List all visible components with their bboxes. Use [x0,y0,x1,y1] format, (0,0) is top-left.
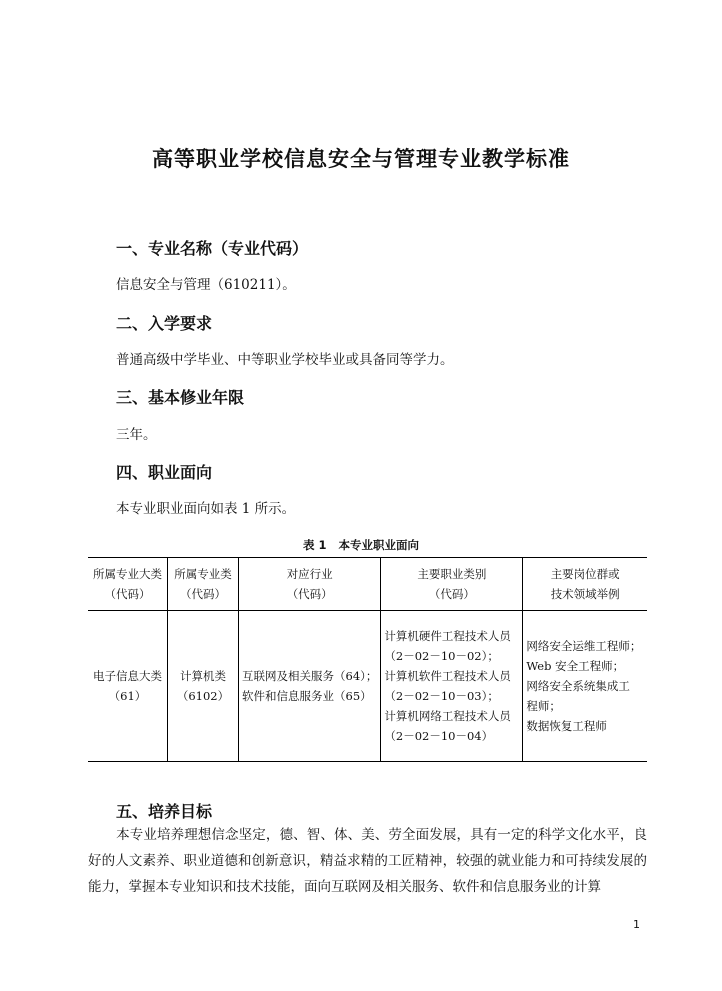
header-line: 技术领域举例 [550,587,620,601]
header-cell-occupation [381,558,523,611]
table-header-row [88,558,647,611]
section-heading-1: 一、专业名称（专业代码） [116,239,309,258]
cell-line: 程师； [526,699,561,713]
table-caption [0,537,722,553]
document-title: 高等职业学校信息安全与管理专业教学标准 [152,147,570,171]
occupation-table [88,557,647,762]
goal-paragraph-text: 本专业培养理想信念坚定，德、智、体、美、劳全面发展，具有一定的科学文化水平，良好的人文素养、职业道德和创新意识，精益求精的工匠精神，较强的就业能力和可持续发展的能力，掌握本专业知识和技术技能，面向互联网及相关服务、软件和信息服务业的计算 [88,827,647,895]
cell-line: （6102） [176,689,230,703]
cell-line: 电子信息大类 [93,669,162,683]
section-text-3: 三年。 [116,427,157,443]
cell-line: Web 安全工程师； [526,659,625,673]
header-cell-major-class [168,558,239,611]
cell-line: 网络安全运维工程师； [526,639,642,653]
section-heading-2: 二、入学要求 [116,314,213,333]
cell-occupation [381,611,523,762]
header-line: 所属专业类 [174,567,232,581]
cell-line: （2－02－10－04） [384,729,494,743]
header-line: 对应行业 [286,567,333,581]
cell-line: 计算机类 [180,669,226,683]
section-text-2: 普通高级中学毕业、中等职业学校毕业或具备同等学力。 [116,352,454,368]
cell-line: 网络安全系统集成工 [526,679,630,693]
header-line: （代码） [104,587,151,601]
cell-line: 软件和信息服务业（65） [242,689,372,703]
cell-line: 计算机软件工程技术人员 [384,669,511,683]
header-line: （代码） [180,587,226,601]
header-line: 主要职业类别 [417,567,487,581]
header-cell-industry [239,558,381,611]
cell-major-class [168,611,239,762]
cell-line: 数据恢复工程师 [526,719,607,733]
page-number: 1 [633,918,640,931]
cell-line: （2－02－10－03）； [384,689,499,703]
section-heading-3: 三、基本修业年限 [116,388,245,407]
table-caption-title: 本专业职业面向 [338,538,419,552]
goal-paragraph [88,822,647,900]
header-line: （代码） [428,587,475,601]
cell-line: 计算机网络工程技术人员 [384,709,511,723]
cell-line: 互联网及相关服务（64）； [242,669,378,683]
cell-line: 计算机硬件工程技术人员 [384,629,511,643]
section-text-4: 本专业职业面向如表 1 所示。 [116,501,296,517]
header-cell-positions [523,558,647,611]
section-heading-5: 五、培养目标 [116,802,213,821]
cell-major-category [88,611,168,762]
table-caption-number: 表 1 [302,538,327,552]
section-heading-4: 四、职业面向 [116,463,213,482]
header-line: 主要岗位群或 [550,567,620,581]
cell-line: （2－02－10－02）； [384,649,499,663]
cell-positions [523,611,647,762]
table-row [88,611,647,762]
cell-industry [239,611,381,762]
cell-line: （61） [108,689,147,703]
header-line: （代码） [286,587,333,601]
header-cell-major-category [88,558,168,611]
section-text-1: 信息安全与管理（610211）。 [116,277,296,293]
header-line: 所属专业大类 [93,567,162,581]
